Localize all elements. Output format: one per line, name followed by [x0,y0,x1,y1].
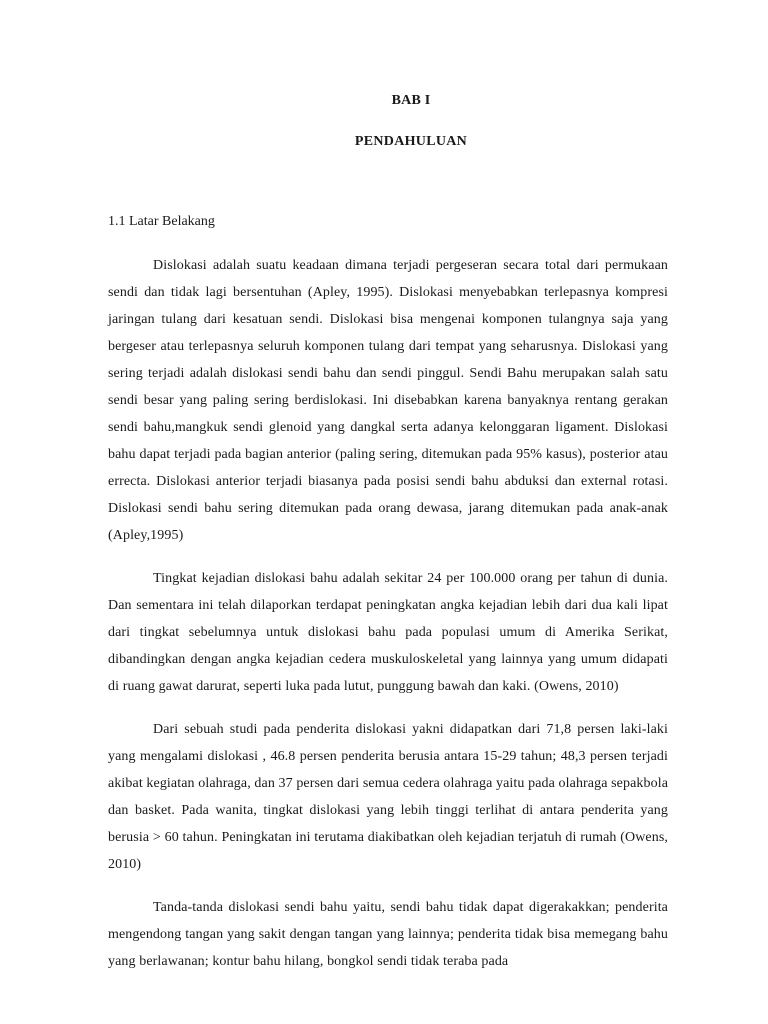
chapter-title: PENDAHULUAN [354,134,468,149]
paragraph: Dari sebuah studi pada penderita dislokasi yakni didapatkan dari 71,8 persen laki-laki yang mengalami dislokasi , 46.8 persen penderita berusia antara 15-29 tahun; 48,3 persen terjadi akibat kegiatan olahraga, dan 37 persen dari semua cedera olahraga yaitu pada olahraga sepakbola dan basket. Pada wanita, tingkat dislokasi yang lebih tinggi terlihat di antara penderita yang berusia > 60 tahun. Peningkatan ini terutama diakibatkan oleh kejadian terjatuh di rumah (Owens, 2010) [108,722,669,872]
chapter-number: BAB I [391,93,431,108]
paragraph: Dislokasi adalah suatu keadaan dimana terjadi pergeseran secara total dari permukaan sendi dan tidak lagi bersentuhan (Apley, 1995). Dislokasi menyebabkan terlepasnya kompresi jaringan tulang dari kesatuan sendi. Dislokasi bisa mengenai komponen tulangnya saja yang bergeser atau terlepasnya seluruh komponen tulang dari tempat yang seharusnya. Dislokasi yang sering terjadi adalah dislokasi sendi bahu dan sendi pinggul. Sendi Bahu merupakan salah satu sendi besar yang paling sering berdislokasi. Ini disebabkan karena banyaknya rentang gerakan sendi bahu,mangkuk sendi glenoid yang dangkal serta adanya kelonggaran ligament. Dislokasi bahu dapat terjadi pada bagian anterior (paling sering, ditemukan pada 95% kasus), posterior atau errecta. Dislokasi anterior terjadi biasanya pada posisi sendi bahu abduksi dan external rotasi. Dislokasi sendi bahu sering ditemukan pada orang dewasa, jarang ditemukan pada anak-anak (Apley,1995) [108,258,668,543]
body-text [108,252,668,991]
paragraph: Tanda-tanda dislokasi sendi bahu yaitu, sendi bahu tidak dapat digerakakkan; penderita mengendong tangan yang sakit dengan tangan yang lainnya; penderita tidak bisa memegang bahu yang berlawanan; kontur bahu hilang, bongkol sendi tidak teraba pada [108,900,668,969]
section-heading: 1.1 Latar Belakang [108,214,215,229]
paragraph: Tingkat kejadian dislokasi bahu adalah sekitar 24 per 100.000 orang per tahun di dunia. Dan sementara ini telah dilaporkan terdapat peningkatan angka kejadian lebih dari dua kali lipat dari tingkat sebelumnya untuk dislokasi bahu pada populasi umum di Amerika Serikat, dibandingkan dengan angka kejadian cedera muskuloskeletal yang lainnya yang umum didapati di ruang gawat darurat, seperti luka pada lutut, punggung bawah dan kaki. (Owens, 2010) [108,571,668,694]
